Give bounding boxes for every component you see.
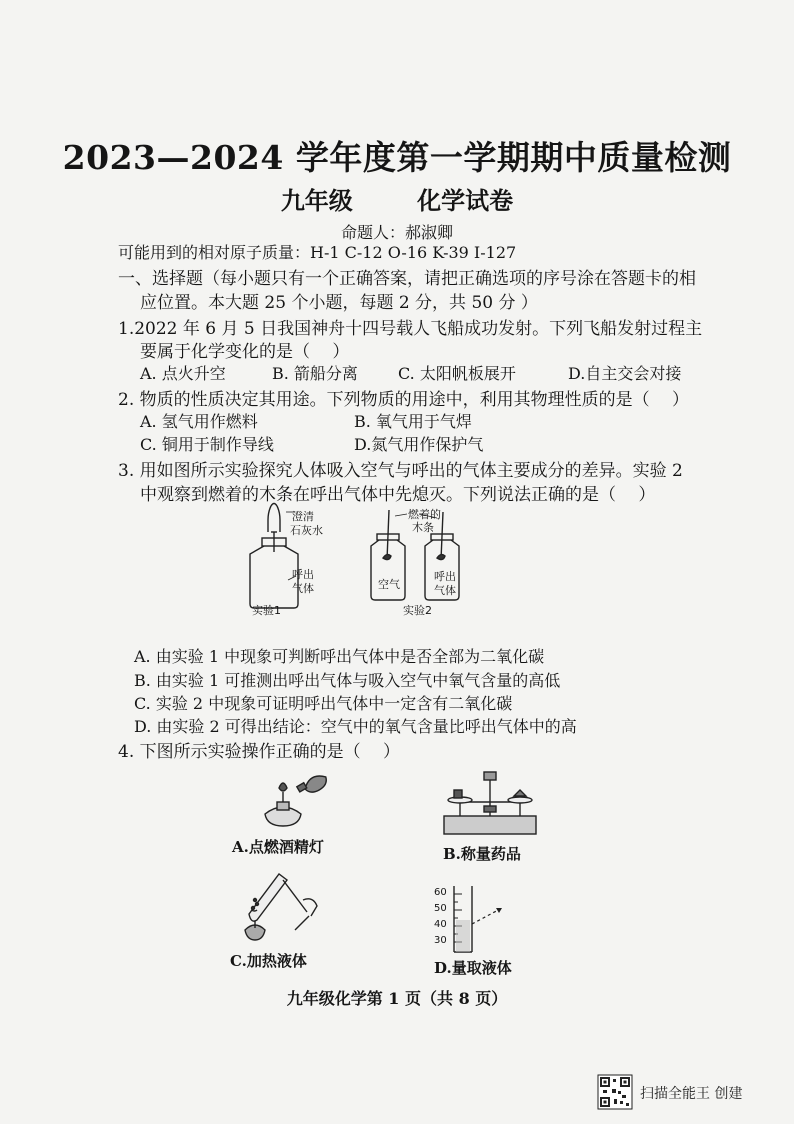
burning-stick-label: 燃着的 <box>408 508 441 521</box>
section1-instructions: 一、选择题（每小题只有一个正确答案，请把正确选项的序号涂在答题卡的相 <box>118 269 696 289</box>
q3-option-a: A. 由实验 1 中现象可判断呼出气体中是否全部为二氧化碳 <box>134 647 545 666</box>
q1-option-b: B. 箭船分离 <box>272 364 358 383</box>
grade-label: 九年级 <box>280 186 353 215</box>
alcohol-lamp-figure <box>255 770 335 832</box>
atomic-masses: 可能用到的相对原子质量：H-1 C-12 O-16 K-39 I-127 <box>118 243 517 262</box>
qr-code-icon <box>598 1075 632 1109</box>
cylinder-tick-50: 50 <box>434 903 447 914</box>
exam-subtitle <box>0 181 794 216</box>
limewater-label-2: 石灰水 <box>290 524 323 537</box>
limewater-label: 澄清 <box>292 510 314 523</box>
balance-figure <box>440 770 540 840</box>
exam-title: 2023—2024 学年度第一学期期中质量检测 <box>62 138 732 177</box>
q1-option-c: C. 太阳帆板展开 <box>398 364 516 383</box>
burning-stick-label-2: 木条 <box>412 521 434 534</box>
q1-stem-cont: 要属于化学变化的是（ ） <box>140 342 350 362</box>
q4-caption-b: B.称量药品 <box>443 845 521 863</box>
subject-label: 化学试卷 <box>417 186 514 215</box>
exhaled-gas-label: 呼出 <box>292 568 314 581</box>
exhaled-label-b-2: 气体 <box>434 584 456 597</box>
experiment1-caption: 实验1 <box>252 604 281 617</box>
heating-liquid-figure <box>225 870 320 950</box>
q2-option-c: C. 铜用于制作导线 <box>140 435 274 454</box>
q3-stem-cont: 中观察到燃着的木条在呼出气体中先熄灭。下列说法正确的是（ ） <box>140 485 656 505</box>
q3-option-c: C. 实验 2 中现象可证明呼出气体中一定含有二氧化碳 <box>134 694 513 713</box>
q4-stem: 4. 下图所示实验操作正确的是（ ） <box>118 742 401 762</box>
q1-option-a: A. 点火升空 <box>140 364 226 383</box>
section1-instructions-cont: 应位置。本大题 25 个小题，每题 2 分，共 50 分 ） <box>140 293 538 313</box>
q3-stem: 3. 用如图所示实验探究人体吸入空气与呼出的气体主要成分的差异。实验 2 <box>118 461 683 481</box>
cylinder-tick-40: 40 <box>434 919 447 930</box>
q4-caption-a: A.点燃酒精灯 <box>232 838 324 856</box>
author-line: 命题人：郝淑卿 <box>340 223 453 242</box>
graduated-cylinder-figure <box>440 882 530 954</box>
scanner-watermark: 扫描全能王 创建 <box>640 1086 743 1102</box>
exhaled-label-b: 呼出 <box>434 570 456 583</box>
q4-caption-d: D.量取液体 <box>434 959 512 977</box>
experiment2-caption: 实验2 <box>403 604 432 617</box>
page-footer: 九年级化学第 1 页（共 8 页） <box>286 989 508 1008</box>
q2-option-a: A. 氢气用作燃料 <box>140 412 258 431</box>
q2-option-d: D.氮气用作保护气 <box>354 435 484 454</box>
q4-caption-c: C.加热液体 <box>230 952 307 970</box>
air-label: 空气 <box>378 578 400 591</box>
cylinder-tick-60: 60 <box>434 887 447 898</box>
q3-option-b: B. 由实验 1 可推测出呼出气体与吸入空气中氧气含量的高低 <box>134 671 561 690</box>
q3-option-d: D. 由实验 2 可得出结论：空气中的氧气含量比呼出气体中的高 <box>134 717 577 736</box>
exhaled-gas-label-2: 气体 <box>292 582 314 595</box>
q1-stem: 1.2022 年 6 月 5 日我国神舟十四号载人飞船成功发射。下列飞船发射过程主 <box>118 319 703 339</box>
q1-option-d: D.自主交会对接 <box>568 364 682 383</box>
q2-stem: 2. 物质的性质决定其用途。下列物质的用途中，利用其物理性质的是（ ） <box>118 390 690 410</box>
cylinder-tick-30: 30 <box>434 935 447 946</box>
q2-option-b: B. 氧气用于气焊 <box>354 412 472 431</box>
